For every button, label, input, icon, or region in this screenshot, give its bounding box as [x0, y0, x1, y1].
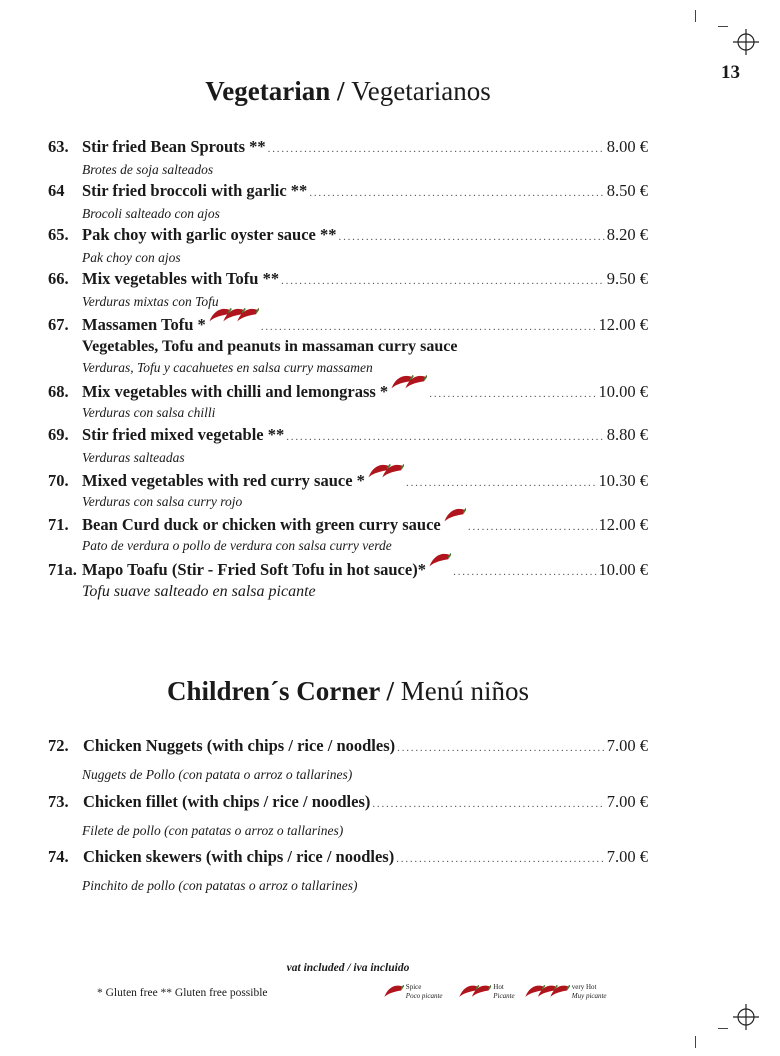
item-subtitle-spanish: Pinchito de pollo (con patatas o arroz o tallarines)	[82, 878, 358, 893]
spice-legend-item	[381, 983, 443, 1001]
item-name	[82, 137, 266, 157]
item-name-text: Massamen Tofu *	[82, 315, 206, 335]
item-subtitle-spanish: Nuggets de Pollo (con patata o arroz o tallarines)	[82, 767, 353, 782]
menu-item-row	[48, 792, 648, 816]
item-number: 63.	[48, 137, 69, 156]
item-number: 74.	[48, 847, 69, 866]
spice-legend-item	[456, 983, 515, 1001]
item-number: 72.	[48, 736, 69, 755]
item-number: 70.	[48, 471, 69, 491]
chili-pepper-icon	[428, 552, 451, 569]
item-price: 12.00 €	[598, 315, 648, 335]
section-title-children	[0, 676, 696, 707]
dot-leader	[339, 231, 605, 243]
chili-pepper-icon	[458, 984, 491, 1000]
menu-item-row	[48, 225, 648, 249]
menu-item-row	[48, 513, 648, 537]
crop-dash-bottom	[718, 1028, 728, 1029]
item-price: 10.00 €	[598, 382, 648, 402]
item-name	[83, 736, 395, 756]
item-price: 7.00 €	[606, 792, 648, 811]
spice-legend-label	[406, 983, 443, 1001]
dot-leader	[397, 742, 605, 754]
menu-item-row	[48, 313, 648, 337]
section-title-regular: Menú niños	[400, 676, 530, 706]
dot-leader	[406, 477, 596, 489]
item-name	[83, 792, 370, 812]
crop-mark-top	[695, 10, 696, 22]
vat-note: vat included / iva incluido	[286, 962, 410, 974]
registration-target-icon-bottom	[733, 1004, 759, 1030]
item-price: 7.00 €	[606, 847, 648, 866]
dot-leader	[468, 521, 597, 533]
item-description: Vegetables, Tofu and peanuts in massaman curry sauce	[82, 338, 458, 355]
dot-leader	[396, 853, 605, 865]
item-subtitle-spanish: Brocoli salteado con ajos	[82, 206, 220, 221]
dot-leader	[286, 431, 605, 443]
item-number: 66.	[48, 269, 69, 288]
item-name	[82, 269, 279, 289]
spice-legend-label-en: Spice	[405, 983, 422, 991]
item-number: 68.	[48, 382, 69, 402]
spice-legend-label-es: Muy picante	[571, 992, 607, 1000]
item-name-text: Stir fried broccoli with garlic **	[82, 181, 308, 200]
chili-pepper-icon	[443, 507, 466, 524]
chili-pepper-icon	[383, 984, 404, 1000]
item-subtitle-spanish: Brotes de soja salteados	[82, 162, 214, 177]
crop-dash-top	[718, 26, 728, 27]
item-number: 67.	[48, 315, 69, 335]
section-title-bold: Children´s Corner	[166, 676, 380, 706]
item-name	[82, 469, 404, 491]
item-name-text: Chicken fillet (with chips / rice / noodles)	[83, 792, 371, 811]
item-subtitle-spanish: Verduras mixtas con Tofu	[82, 294, 219, 309]
menu-item-row	[48, 469, 648, 493]
chili-pepper-icon	[390, 374, 427, 391]
item-price: 8.00 €	[606, 137, 648, 156]
item-number: 64	[48, 181, 65, 200]
page-number: 13	[721, 62, 740, 83]
item-name	[82, 558, 451, 580]
spice-legend-label-es: Poco picante	[405, 992, 443, 1000]
item-price: 9.50 €	[606, 269, 648, 288]
spice-legend-label-es: Picante	[493, 992, 515, 1000]
item-name	[82, 225, 337, 245]
item-price: 8.20 €	[606, 225, 648, 244]
section-title-vegetarian	[0, 76, 696, 107]
gluten-legend: * Gluten free ** Gluten free possible	[97, 987, 268, 999]
section-title-regular: Vegetarianos	[351, 76, 491, 106]
dot-leader	[268, 143, 605, 155]
menu-item-row	[48, 181, 648, 205]
spice-legend-item	[522, 983, 607, 1001]
item-price: 10.30 €	[598, 471, 648, 491]
item-subtitle-spanish: Tofu suave salteado en salsa picante	[82, 583, 316, 600]
menu-item-row	[48, 269, 648, 293]
item-name-text: Stir fried Bean Sprouts **	[82, 137, 266, 156]
item-price: 8.80 €	[606, 425, 648, 444]
menu-item-row	[48, 736, 648, 760]
item-price: 12.00 €	[598, 515, 648, 535]
item-subtitle-spanish: Pato de verdura o pollo de verdura con salsa curry verde	[82, 538, 392, 553]
item-subtitle-spanish: Pak choy con ajos	[82, 250, 181, 265]
registration-target-icon-top	[733, 29, 759, 55]
item-name-text: Chicken Nuggets (with chips / rice / noodles)	[83, 736, 396, 755]
chili-pepper-icon	[208, 307, 259, 324]
item-name	[82, 313, 259, 335]
item-subtitle-spanish: Verduras, Tofu y cacahuetes en salsa curry massamen	[82, 360, 373, 375]
item-name	[83, 847, 394, 867]
item-subtitle-spanish: Verduras con salsa curry rojo	[82, 494, 243, 509]
menu-item-row	[48, 137, 648, 161]
item-subtitle-spanish: Filete de pollo (con patatas o arroz o tallarines)	[82, 823, 344, 838]
section-title-separator: /	[330, 76, 352, 106]
item-name	[82, 425, 284, 445]
spice-legend-label	[572, 983, 607, 1001]
menu-item-row	[48, 425, 648, 449]
chili-pepper-icon	[524, 984, 570, 1000]
item-name	[82, 380, 427, 402]
crop-mark-bottom	[695, 1036, 696, 1048]
dot-leader	[453, 566, 596, 578]
dot-leader	[372, 798, 604, 810]
item-name	[82, 181, 307, 201]
spice-legend-label-en: very Hot	[571, 983, 597, 991]
menu-item-row	[48, 847, 648, 871]
menu-item-row	[48, 380, 648, 404]
item-name-text: Mix vegetables with chilli and lemongrass *	[82, 382, 389, 402]
item-name-text: Pak choy with garlic oyster sauce **	[82, 225, 337, 244]
dot-leader	[261, 321, 597, 333]
spice-legend-label	[493, 983, 514, 1001]
item-name-text: Stir fried mixed vegetable **	[82, 425, 285, 444]
dot-leader	[281, 275, 605, 287]
item-name-text: Mixed vegetables with red curry sauce *	[82, 471, 365, 491]
section-title-separator: /	[379, 676, 401, 706]
item-price: 10.00 €	[598, 560, 648, 580]
item-subtitle-spanish: Verduras salteadas	[82, 450, 185, 465]
item-number: 69.	[48, 425, 69, 444]
item-number: 65.	[48, 225, 69, 244]
item-number: 71a.	[48, 560, 77, 580]
item-name-text: Bean Curd duck or chicken with green curry sauce	[82, 515, 441, 535]
item-name-text: Mapo Toafu (Stir - Fried Soft Tofu in hot sauce)*	[82, 560, 426, 580]
chili-pepper-icon	[367, 463, 404, 480]
spice-legend-label-en: Hot	[493, 983, 504, 991]
item-name	[82, 513, 466, 535]
item-price: 8.50 €	[606, 181, 648, 200]
item-price: 7.00 €	[606, 736, 648, 755]
item-name-text: Mix vegetables with Tofu **	[82, 269, 280, 288]
dot-leader	[429, 388, 596, 400]
menu-item-row	[48, 558, 648, 582]
item-number: 73.	[48, 792, 69, 811]
item-name-text: Chicken skewers (with chips / rice / noodles)	[83, 847, 395, 866]
dot-leader	[309, 187, 604, 199]
item-subtitle-spanish: Verduras con salsa chilli	[82, 405, 216, 420]
item-number: 71.	[48, 515, 69, 535]
section-title-bold: Vegetarian	[205, 76, 331, 106]
